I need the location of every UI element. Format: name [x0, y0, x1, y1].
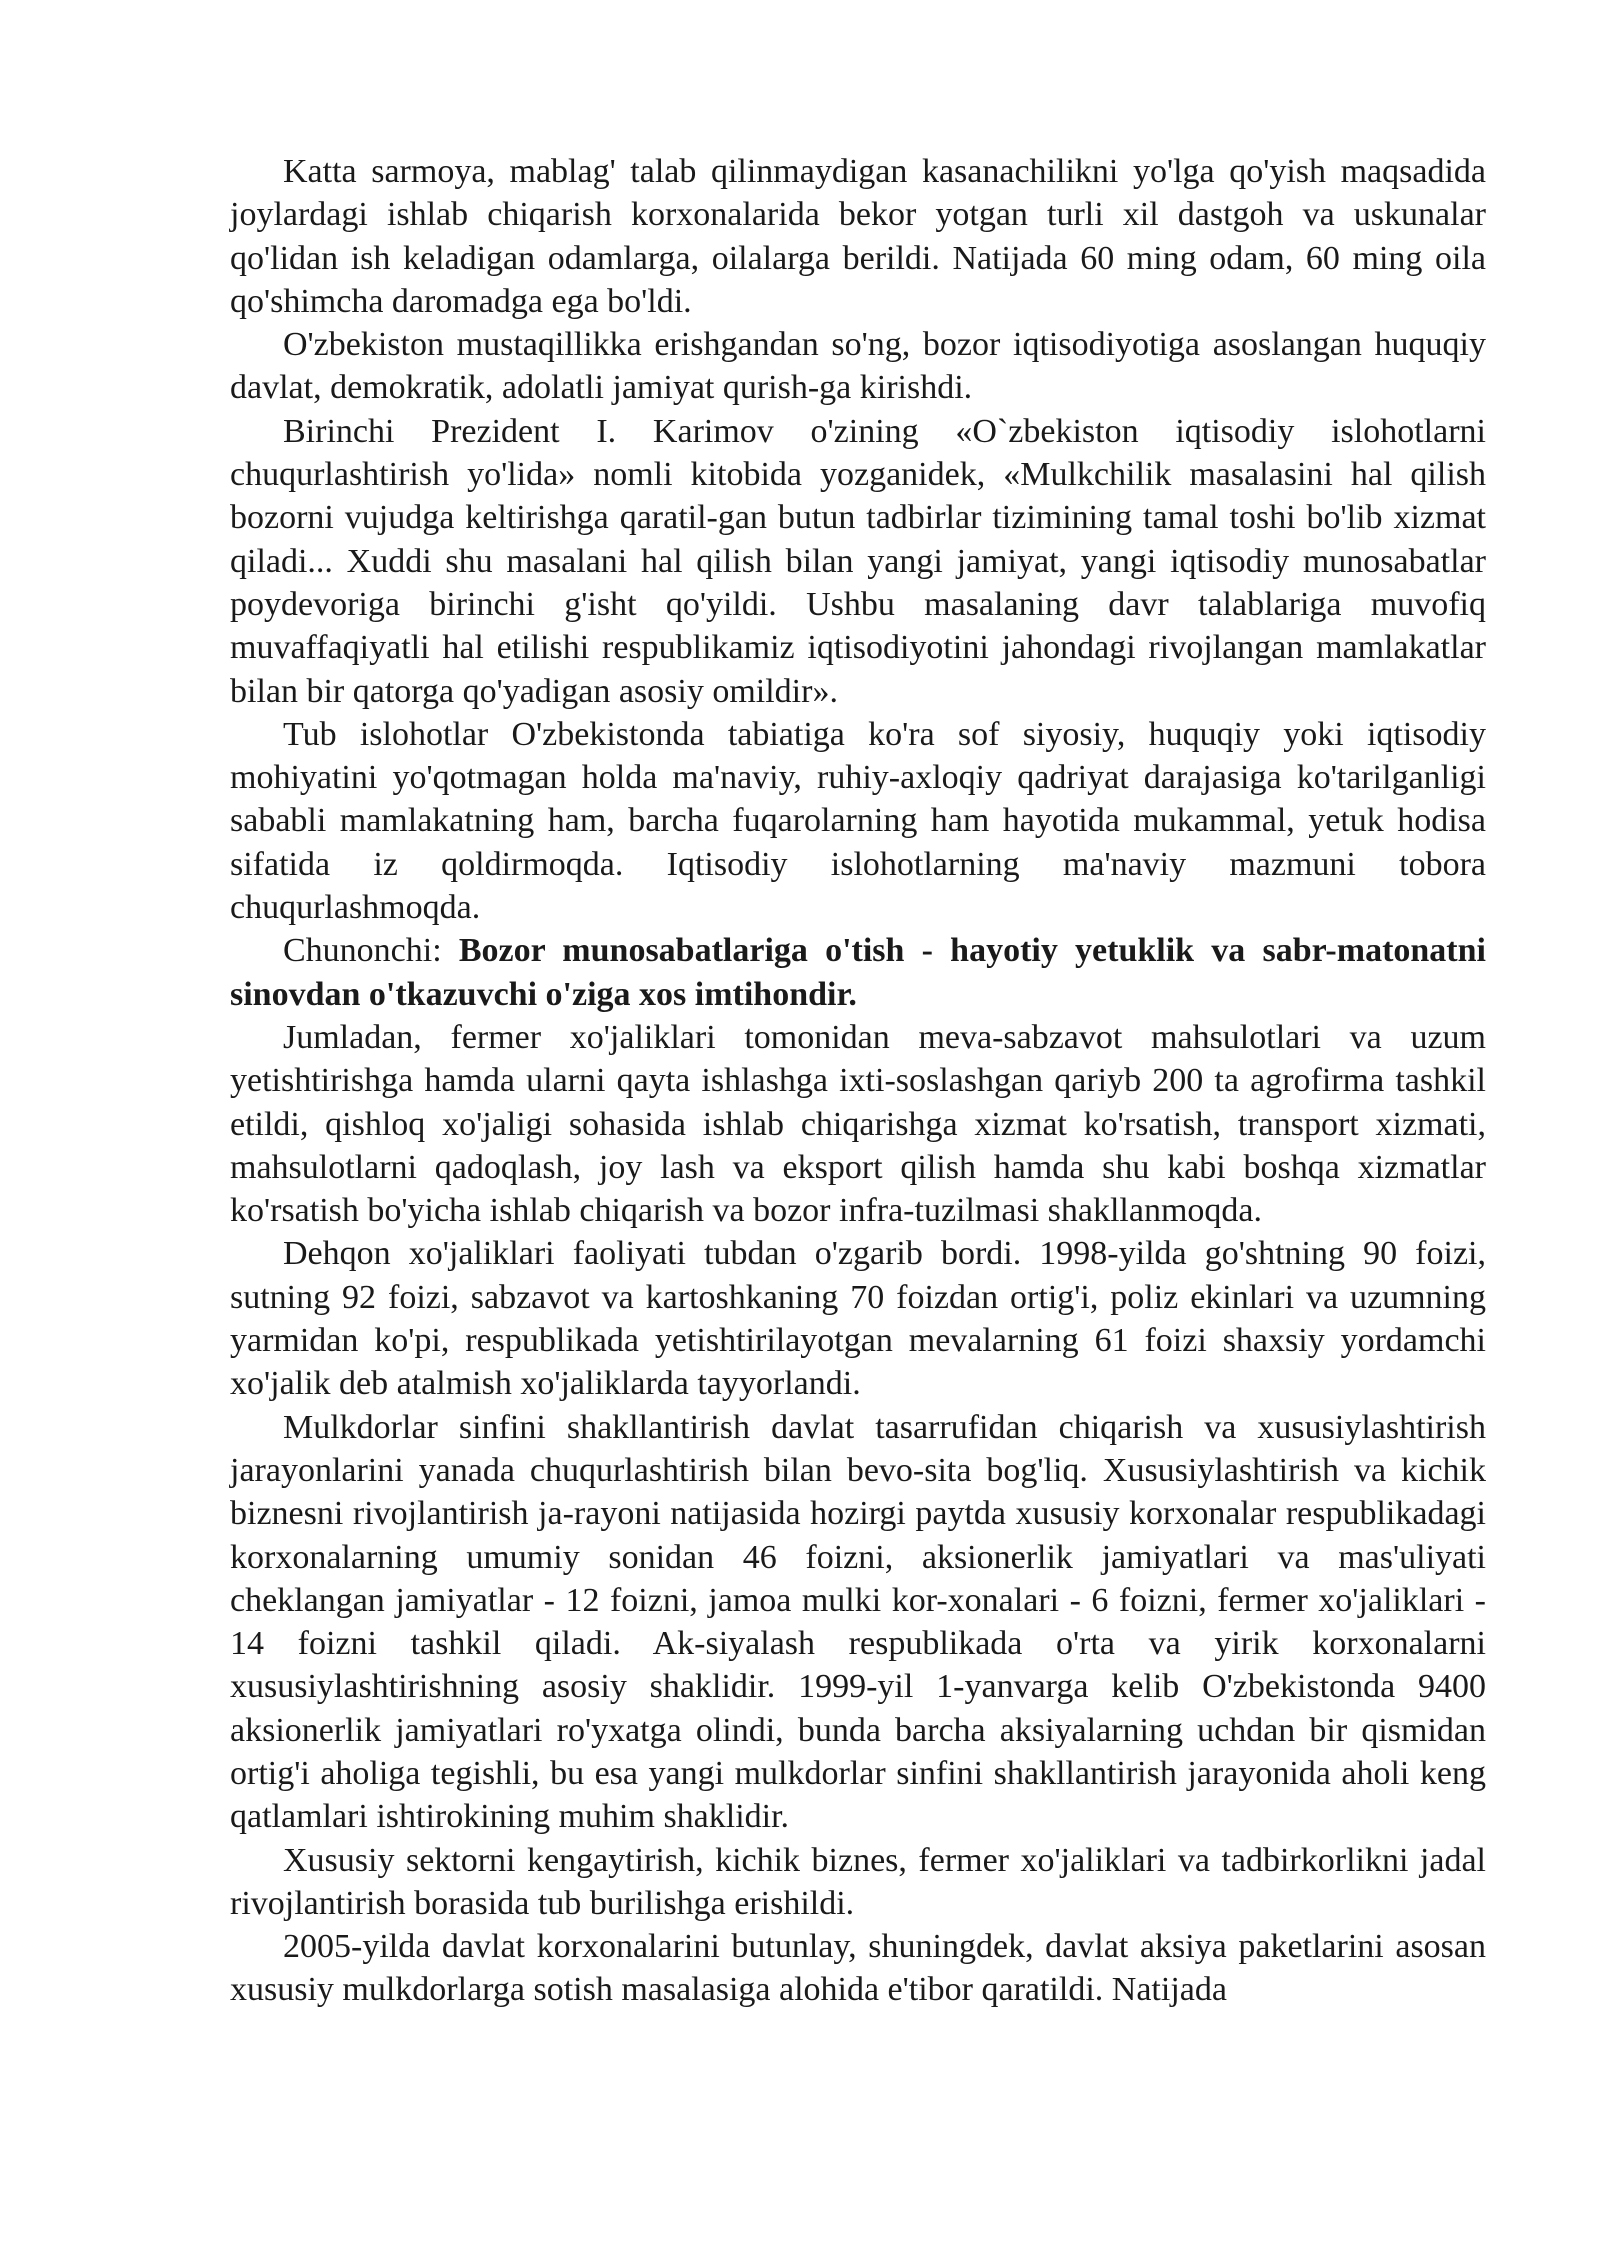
chunonchi-lead: Chunonchi: [283, 932, 459, 970]
paragraph-mulkdorlar: Mulkdorlar sinfini shakllantirish davlat tasarrufidan chiqarish va xususiylashtirish jarayonlarini yanada chuqurlashtirish bilan bevo-sita bog'liq. Xususiylashtirish va kichik biznesni rivojlantirish ja-rayoni natijasida hozirgi paytda xususiy korxonalar respublikadagi korxonalarning umumiy sonidan 46 foizni, aksionerlik jamiyatlari va mas'uliyati cheklangan jamiyatlar - 12 foizni, jamoa mulki kor-xonalari - 6 foizni, fermer xo'jaliklari - 14 foizni tashkil qiladi. Ak-siyalash respublikada o'rta va yirik korxonalarni xususiylashtirishning asosiy shaklidir. 1999-yil 1-yanvarga kelib O'zbekistonda 9400 aksionerlik jamiyatlari ro'yxatga olindi, bunda barcha aksiyalarning uchdan bir qismidan ortig'i aholiga tegishli, bu esa yangi mulkdorlar sinfini shakllantirish jarayonida aholi keng qatlamlari ishtirokining muhim shaklidir. [230, 1408, 1486, 1836]
paragraph-chunonchi [230, 929, 1486, 1016]
paragraph-karimov-quote: Birinchi Prezident I. Karimov o'zining «O`zbekiston iqtisodiy islohotlarni chuqurlashtirish yo'lida» nomli kitobida yozganidek, «Mulkchilik masalasini hal qilish bozorni vujudga keltirishga qaratil-gan butun tadbirlar tizimining tamal toshi bo'lib xizmat qiladi... Xuddi shu masalani hal qilish bilan yangi jamiyat, yangi iqtisodiy munosabatlar poydevoriga birinchi g'isht qo'yildi. Ushbu masalaning davr talablariga muvofiq muvaffaqiyatli hal etilishi respublikamiz iqtisodiyotini jahondagi rivojlangan mamlakatlar bilan bir qatorga qo'yadigan asosiy omildir». [230, 412, 1486, 710]
paragraph-xususiy-sektor: Xususiy sektorni kengaytirish, kichik biznes, fermer xo'jaliklari va tadbirkorlikni jadal rivojlantirish borasida tub burilishga erishildi. [230, 1841, 1486, 1922]
paragraph-jumladan: Jumladan, fermer xo'jaliklari tomonidan meva-sabzavot mahsulotlari va uzum yetishtirishga hamda ularni qayta ishlashga ixti-soslashgan qariyb 200 ta agrofirma tashkil etildi, qishloq xo'jaligi sohasida ishlab chiqarishga xizmat ko'rsatish, transport xizmati, mahsulotlarni qadoqlash, joy lash va eksport qilish hamda shu kabi boshqa xizmatlar ko'rsatish bo'yicha ishlab chiqarish va bozor infra-tuzilmasi shakllanmoqda. [230, 1018, 1486, 1230]
paragraph-dehqon: Dehqon xo'jaliklari faoliyati tubdan o'zgarib bordi. 1998-yilda go'shtning 90 foizi, sutning 92 foizi, sabzavot va kartoshkaning 70 foizdan ortig'i, poliz ekinlari va uzumning yarmidan ko'pi, respublikada yetishtirilayotgan mevalarning 61 foizi shaxsiy yordamchi xo'jalik deb atalmish xo'jaliklarda tayyorlandi. [230, 1235, 1486, 1403]
chunonchi-bold-statement: Bozor munosabatlariga o'tish - hayotiy yetuklik va sabr-matonatni sinovdan o'tkazuvchi o'ziga xos imtihondir. [230, 932, 1486, 1013]
paragraph-2005-yilda: 2005-yilda davlat korxonalarini butunlay, shuningdek, davlat aksiya paketlarini asosan xususiy mulkdorlarga sotish masalasiga alohida e'tibor qaratildi. Natijada [230, 1928, 1486, 2009]
paragraph-mustaqillik: O'zbekiston mustaqillikka erishgandan so'ng, bozor iqtisodiyotiga asoslangan huquqiy davlat, demokratik, adolatli jamiyat qurish-ga kirishdi. [230, 326, 1486, 407]
document-page [230, 150, 1486, 2012]
paragraph-tub-islohotlar: Tub islohotlar O'zbekistonda tabiatiga ko'ra sof siyosiy, huquqiy yoki iqtisodiy mohiyatini yo'qotmagan holda ma'naviy, ruhiy-axloqiy qadriyat darajasiga ko'tarilganligi sababli mamlakatning ham, barcha fuqarolarning ham hayotida mukammal, yetuk hodisa sifatida iz qoldirmoqda. Iqtisodiy islohotlarning ma'naviy mazmuni tobora chuqurlashmoqda. [230, 715, 1486, 927]
paragraph-kasanachilik: Katta sarmoya, mablag' talab qilinmaydigan kasanachilikni yo'lga qo'yish maqsadida joylardagi ishlab chiqarish korxonalarida bekor yotgan turli xil dastgoh va uskunalar qo'lidan ish keladigan odamlarga, oilalarga berildi. Natijada 60 ming odam, 60 ming oila qo'shimcha daromadga ega bo'ldi. [230, 153, 1486, 320]
